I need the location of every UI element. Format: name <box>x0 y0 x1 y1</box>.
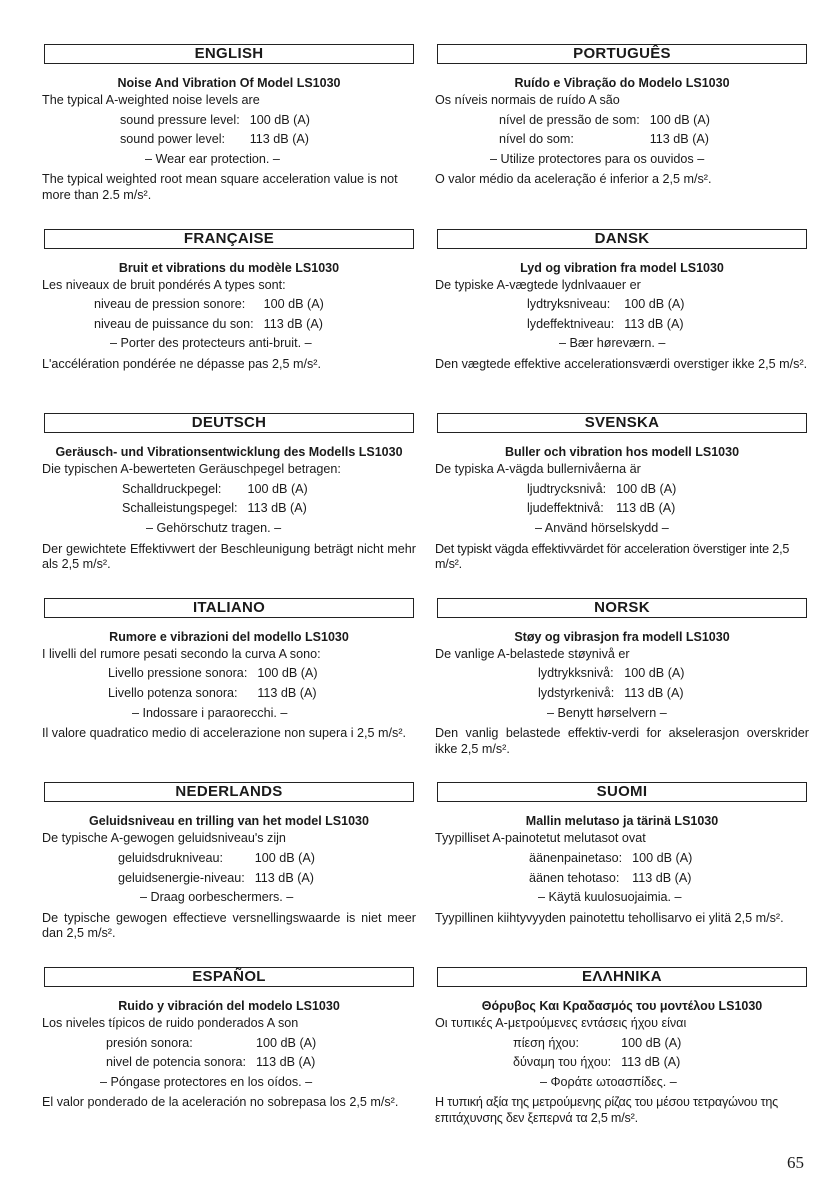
section-header: PORTUGUÊS <box>437 44 807 64</box>
value-amount: 113 dB (A) <box>624 316 684 331</box>
value-label: lydstyrkenivå: <box>538 685 615 700</box>
intro-text: Os níveis normais de ruído A são <box>435 93 620 107</box>
value-label: sound power level: <box>120 132 226 147</box>
value-label: presión sonora: <box>106 1035 193 1050</box>
value-label: niveau de puissance du son: <box>94 316 254 331</box>
value-amount: 113 dB (A) <box>257 685 317 700</box>
value-amount: 113 dB (A) <box>649 132 709 147</box>
section-subtitle: Geräusch- und Vibrationsentwicklung des Modells LS1030 <box>55 445 403 460</box>
value-label: πίεση ήχου: <box>513 1035 580 1050</box>
section-italiano <box>42 598 416 783</box>
acceleration-text: Det typiskt vägda effektivvärdet för acceleration överstiger inte 2,5 m/s². <box>435 541 790 572</box>
noise-values <box>106 1034 316 1073</box>
section-english <box>42 44 416 229</box>
warning-text: – Indossare i paraorecchi. – <box>132 705 288 720</box>
acceleration-text: Tyypillinen kiihtyvyyden painotettu tehollisarvo ei ylitä 2,5 m/s². <box>435 910 784 925</box>
noise-values <box>513 1034 681 1073</box>
intro-text: The typical A-weighted noise levels are <box>42 93 260 107</box>
value-amount: 113 dB (A) <box>256 1055 316 1070</box>
value-label: nível do som: <box>499 132 574 147</box>
intro-text: De typiska A-vägda bullernivåerna är <box>435 462 641 477</box>
warning-text: – Benytt hørselvern – <box>547 705 667 720</box>
intro-text: De typische A-gewogen geluidsniveau's zijn <box>42 831 286 846</box>
value-label: Schalldruckpegel: <box>122 481 222 496</box>
value-label: geluidsdrukniveau: <box>118 850 224 865</box>
warning-text: – Póngase protectores en los oídos. – <box>100 1074 313 1089</box>
intro-text: Los niveles típicos de ruido ponderados A son <box>42 1015 299 1030</box>
value-amount: 100 dB (A) <box>616 481 677 496</box>
value-amount: 100 dB (A) <box>621 1035 682 1050</box>
warning-text: – Φοράτε ωτοασπίδες. – <box>540 1074 677 1089</box>
section-subtitle: Rumore e vibrazioni del modello LS1030 <box>109 629 349 644</box>
warning-text: – Bær høreværn. – <box>559 336 666 351</box>
section-header: ΕΛΛΗΝΙΚΑ <box>437 967 807 987</box>
noise-values <box>108 664 318 703</box>
value-amount: 113 dB (A) <box>247 501 307 516</box>
section-nederlands <box>42 782 416 967</box>
value-label: geluidsenergie-niveau: <box>118 870 245 885</box>
value-label: Livello pressione sonora: <box>108 666 248 681</box>
intro-text: Οι τυπικές Α-μετρούμενες εντάσεις ήχου είναι <box>435 1015 687 1030</box>
acceleration-text: De typische gewogen effectieve versnellingswaarde is niet meer dan 2,5 m/s². <box>42 910 416 941</box>
value-amount: 100 dB (A) <box>649 112 710 127</box>
acceleration-text: Den vanlig belastede effektiv-verdi for akselerasjon overskrider ikke 2,5 m/s². <box>435 726 809 756</box>
value-amount: 100 dB (A) <box>263 297 324 312</box>
section-subtitle: Buller och vibration hos modell LS1030 <box>504 445 740 460</box>
warning-text: – Utilize protectores para os ouvidos – <box>490 151 705 166</box>
value-amount: 100 dB (A) <box>254 850 315 865</box>
noise-values <box>527 480 676 519</box>
acceleration-text: El valor ponderado de la aceleración no sobrepasa los 2,5 m/s². <box>42 1095 399 1110</box>
section-subtitle: Mallin melutaso ja tärinä LS1030 <box>525 814 719 829</box>
value-label: ljudtrycksnivå: <box>527 481 607 496</box>
value-amount: 113 dB (A) <box>632 870 692 885</box>
acceleration-text: The typical weighted root mean square acceleration value is not more than 2.5 m/s². <box>42 172 398 202</box>
acceleration-text: Il valore quadratico medio di accelerazione non supera i 2,5 m/s². <box>42 726 407 741</box>
section-dansk <box>435 229 809 414</box>
value-label: Schalleistungspegel: <box>122 501 238 516</box>
section-subtitle: Støy og vibrasjon fra modell LS1030 <box>514 629 730 644</box>
section-header: FRANÇAISE <box>44 229 414 249</box>
left-column <box>42 44 416 1152</box>
value-label: δύναμη του ήχου: <box>513 1055 612 1070</box>
intro-text: Die typischen A-bewerteten Geräuschpegel betragen: <box>42 462 341 477</box>
acceleration-text: Den vægtede effektive accelerationsværdi overstiger ikke 2,5 m/s². <box>435 356 808 371</box>
section-header: DEUTSCH <box>44 413 414 433</box>
value-label: lydtrykksnivå: <box>538 666 614 681</box>
section-norsk <box>435 598 809 783</box>
value-amount: 113 dB (A) <box>254 870 315 885</box>
section-portugues <box>435 44 809 229</box>
value-amount: 100 dB (A) <box>256 1035 317 1050</box>
acceleration-text: Η τυπική αξία της μετρούμενης ρίζας του μέσου τετραγώνου της επιτάχυνσης δεν ξεπερνά τα 2,5 m/s². <box>435 1095 779 1125</box>
section-espanol <box>42 967 416 1152</box>
section-svenska <box>435 413 809 598</box>
warning-text: – Käytä kuulosuojaimia. – <box>538 890 682 905</box>
value-label: niveau de pression sonore: <box>94 297 246 312</box>
value-amount: 113 dB (A) <box>621 1055 681 1070</box>
warning-text: – Draag oorbeschermers. – <box>140 890 294 905</box>
value-amount: 100 dB (A) <box>632 850 693 865</box>
section-subtitle: Lyd og vibration fra model LS1030 <box>520 260 724 275</box>
section-subtitle: Ruído e Vibração do Modelo LS1030 <box>514 76 730 90</box>
value-amount: 113 dB (A) <box>249 132 309 147</box>
acceleration-text: L'accélération pondérée ne dépasse pas 2,5 m/s². <box>42 356 321 371</box>
warning-text: – Gehörschutz tragen. – <box>146 520 282 535</box>
section-subtitle: Θόρυβος Και Κραδασμός του μοντέλου LS1030 <box>481 998 763 1013</box>
section-ellinika <box>435 967 809 1152</box>
noise-values <box>122 480 308 519</box>
section-header: SUOMI <box>437 782 807 802</box>
section-header: ENGLISH <box>44 44 414 64</box>
warning-text: – Porter des protecteurs anti-bruit. – <box>110 336 312 351</box>
warning-text: – Använd hörselskydd – <box>535 520 669 535</box>
value-label: lydtryksniveau: <box>527 297 611 312</box>
section-subtitle: Ruido y vibración del modelo LS1030 <box>118 998 340 1013</box>
value-amount: 100 dB (A) <box>247 481 308 496</box>
noise-values <box>527 295 685 334</box>
value-label: nivel de potencia sonora: <box>106 1055 247 1070</box>
value-label: Livello potenza sonora: <box>108 685 238 700</box>
value-label: ljudeffektnivå: <box>527 501 604 516</box>
value-amount: 113 dB (A) <box>616 501 676 516</box>
right-column <box>435 44 809 1152</box>
value-amount: 100 dB (A) <box>257 666 318 681</box>
value-label: sound pressure level: <box>120 112 240 127</box>
value-label: äänen tehotaso: <box>529 870 620 885</box>
value-amount: 100 dB (A) <box>624 666 685 681</box>
value-amount: 113 dB (A) <box>624 685 684 700</box>
value-label: lydeffektniveau: <box>527 316 615 331</box>
value-label: nível de pressão de som: <box>499 112 640 127</box>
page-number: 65 <box>787 1153 804 1172</box>
value-amount: 113 dB (A) <box>263 316 323 331</box>
intro-text: Tyypilliset A-painotetut melutasot ovat <box>435 831 646 846</box>
noise-values <box>529 849 692 888</box>
section-suomi <box>435 782 809 967</box>
acceleration-text: O valor médio da aceleração é inferior a 2,5 m/s². <box>435 172 712 187</box>
section-header: DANSK <box>437 229 807 249</box>
intro-text: De vanlige A-belastede støynivå er <box>435 646 630 661</box>
acceleration-text: Der gewichtete Effektivwert der Beschleunigung beträgt nicht mehr als 2,5 m/s². <box>42 541 416 572</box>
section-header: ESPAÑOL <box>44 967 414 987</box>
intro-text: I livelli del rumore pesati secondo la curva A sono: <box>42 646 321 661</box>
noise-values <box>120 111 310 150</box>
noise-values <box>118 849 315 888</box>
noise-values <box>499 111 710 150</box>
section-deutsch <box>42 413 416 598</box>
section-subtitle: Noise And Vibration Of Model LS1030 <box>117 76 341 90</box>
section-header: ITALIANO <box>44 598 414 618</box>
noise-values <box>538 664 685 703</box>
section-header: SVENSKA <box>437 413 807 433</box>
section-header: NORSK <box>437 598 807 618</box>
value-label: äänenpainetaso: <box>529 850 623 865</box>
section-subtitle: Bruit et vibrations du modèle LS1030 <box>118 260 340 275</box>
value-amount: 100 dB (A) <box>624 297 685 312</box>
noise-values <box>94 295 324 334</box>
section-subtitle: Geluidsniveau en trilling van het model LS1030 <box>89 814 369 829</box>
value-amount: 100 dB (A) <box>249 112 310 127</box>
intro-text: De typiske A-vægtede lydnlvaauer er <box>435 277 641 292</box>
section-francaise <box>42 229 416 414</box>
intro-text: Les niveaux de bruit pondérés A types sont: <box>42 277 286 292</box>
section-header: NEDERLANDS <box>44 782 414 802</box>
warning-text: – Wear ear protection. – <box>145 151 280 166</box>
